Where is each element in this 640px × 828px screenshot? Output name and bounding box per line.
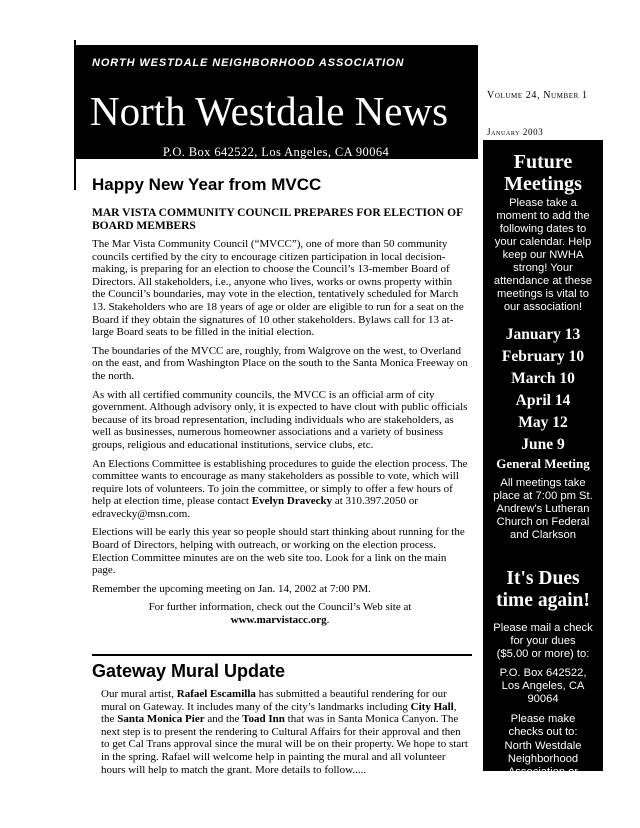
website-period: . — [326, 614, 330, 627]
masthead-address: P.O. Box 642522, Los Angeles, CA 90064 — [162, 145, 390, 159]
article-mural-headline: Gateway Mural Update — [92, 661, 286, 681]
meeting-date-2: February 10 — [501, 348, 585, 365]
checks-payee: North Westdale Neighborhood Association or NWNA. — [504, 740, 582, 791]
checks-payable-label: Please make checks out to: — [508, 713, 578, 738]
website-link[interactable]: www.marvistacc.org — [230, 614, 327, 627]
meetings-intro: Please take a moment to add the following dates to your calendar. Help keep our NWHA strong! Your attendance at these meetings is vital to our association! — [493, 197, 593, 313]
meetings-heading-line2: Meetings — [504, 173, 582, 195]
dues-heading-line2: time again! — [496, 590, 590, 611]
dues-heading-line1: It's Dues — [506, 568, 580, 589]
mural-text-1: Our mural artist, — [101, 688, 177, 700]
website-intro: For further information, check out the Council’s Web site at — [148, 601, 412, 614]
article-mural-body — [101, 688, 469, 776]
association-name: NORTH WESTDALE NEIGHBORHOOD ASSOCIATION — [92, 57, 405, 69]
article-divider — [92, 654, 472, 656]
meetings-heading-line1: Future — [513, 151, 573, 173]
article-mvcc-headline: Happy New Year from MVCC — [92, 175, 322, 194]
mural-text-4: and the — [204, 713, 243, 726]
article-mvcc-subhead: MAR VISTA COMMUNITY COUNCIL PREPARES FOR ELECTION OF BOARD MEMBERS — [92, 207, 463, 232]
mural-text-3: , the — [101, 700, 457, 726]
volume-number: Volume 24, Number 1 — [487, 90, 588, 101]
contact-name: Evelyn Dravecky — [251, 495, 333, 508]
mural-text-2: has submitted a beautiful rendering for our mural on Gateway. It includes many of the city’s landmarks including — [101, 688, 447, 713]
general-meeting-label: General Meeting — [496, 456, 590, 471]
meeting-date-4: April 14 — [515, 392, 571, 409]
landmark-city-hall: City Hall — [410, 700, 454, 713]
meeting-date-5: May 12 — [518, 414, 568, 431]
article-mvcc-paragraph-1: The Mar Vista Community Council (“MVCC”), one of more than 50 community councils certified by the city to encourage citizen participation in local decision-making, is preparing for an election to choose the Council’s 13-member Board of Directors. All stakeholders, i.e., anyone who lives, works or owns property within the Council’s boundaries, may vote in the election, tentatively scheduled for March 13. Stakeholders who are 18 years of age or older are eligible to run for a seat on the Board if they obtain the signatures of 10 other stakeholders. Bylaws call for 13 at-large Board seats to be filled in the initial election. — [92, 238, 464, 339]
landmark-toad-inn: Toad Inn — [242, 713, 285, 726]
p4-text-a: An Elections Committee is establishing procedures to guide the election process. The committee wants to encourage as many stakeholders as possible to vote, which will require lots of volunteers. To join the committee, or simply to offer a few hours of help at election time, please contact — [92, 457, 468, 508]
dues-address: P.O. Box 642522, Los Angeles, CA 90064 — [499, 667, 587, 705]
sidebar — [483, 140, 603, 791]
meeting-date-1: January 13 — [505, 326, 581, 343]
artist-name: Rafael Escamilla — [176, 688, 256, 700]
landmark-santa-monica-pier: Santa Monica Pier — [117, 713, 205, 726]
meeting-info: All meetings take place at 7:00 pm St. Andrew's Lutheran Church on Federal and Clarkson — [493, 477, 593, 541]
article-mvcc-paragraph-5: Elections will be early this year so people should start thinking about running for the Board of Directors, helping with outreach, or working on the election process. Election Committee minutes are on the web site too. Look for a link on the main page. — [92, 526, 465, 577]
meeting-date-6: June 9 — [521, 436, 565, 453]
article-mvcc-paragraph-7 — [92, 601, 468, 626]
article-mvcc-paragraph-2: The boundaries of the MVCC are, roughly, from Walgrove on the west, to Overland on the east, and from Washington Place on the south to the Santa Monica Freeway on the north. — [92, 344, 468, 382]
article-mvcc-paragraph-4 — [92, 458, 468, 521]
issue-date: January 2003 — [487, 127, 544, 137]
newsletter-title: North Westdale News — [90, 88, 449, 134]
article-mvcc-paragraph-3: As with all certified community councils, the MVCC is an official arm of city government. Although advisory only, it is expected to have clout with public officials because of its broad representation, including individuals who are stakeholders, as well as businesses, numerous homeowner associations and a variety of business groups, religious and educational institutions, service clubs, etc. — [92, 388, 468, 451]
article-mvcc — [92, 172, 468, 633]
article-mvcc-paragraph-6: Remember the upcoming meeting on Jan. 14, 2002 at 7:00 PM. — [92, 582, 371, 595]
masthead — [74, 45, 478, 159]
dues-instructions: Please mail a check for your dues ($5.00 or more) to: — [493, 622, 593, 660]
p4-text-b: at 310.397.2050 or edravecky@msn.com. — [92, 495, 418, 520]
meeting-date-3: March 10 — [511, 370, 575, 387]
mural-text-5: that was in Santa Monica Canyon. The next step is to present the rendering to Cultural Affairs for their approval and then to get Cal Trans approval since the mural will be on their property. We hope to start in the spring. Rafael will welcome help in painting the mural and all volunteer hours will help to match the grant. More details to follow..... — [101, 713, 468, 776]
